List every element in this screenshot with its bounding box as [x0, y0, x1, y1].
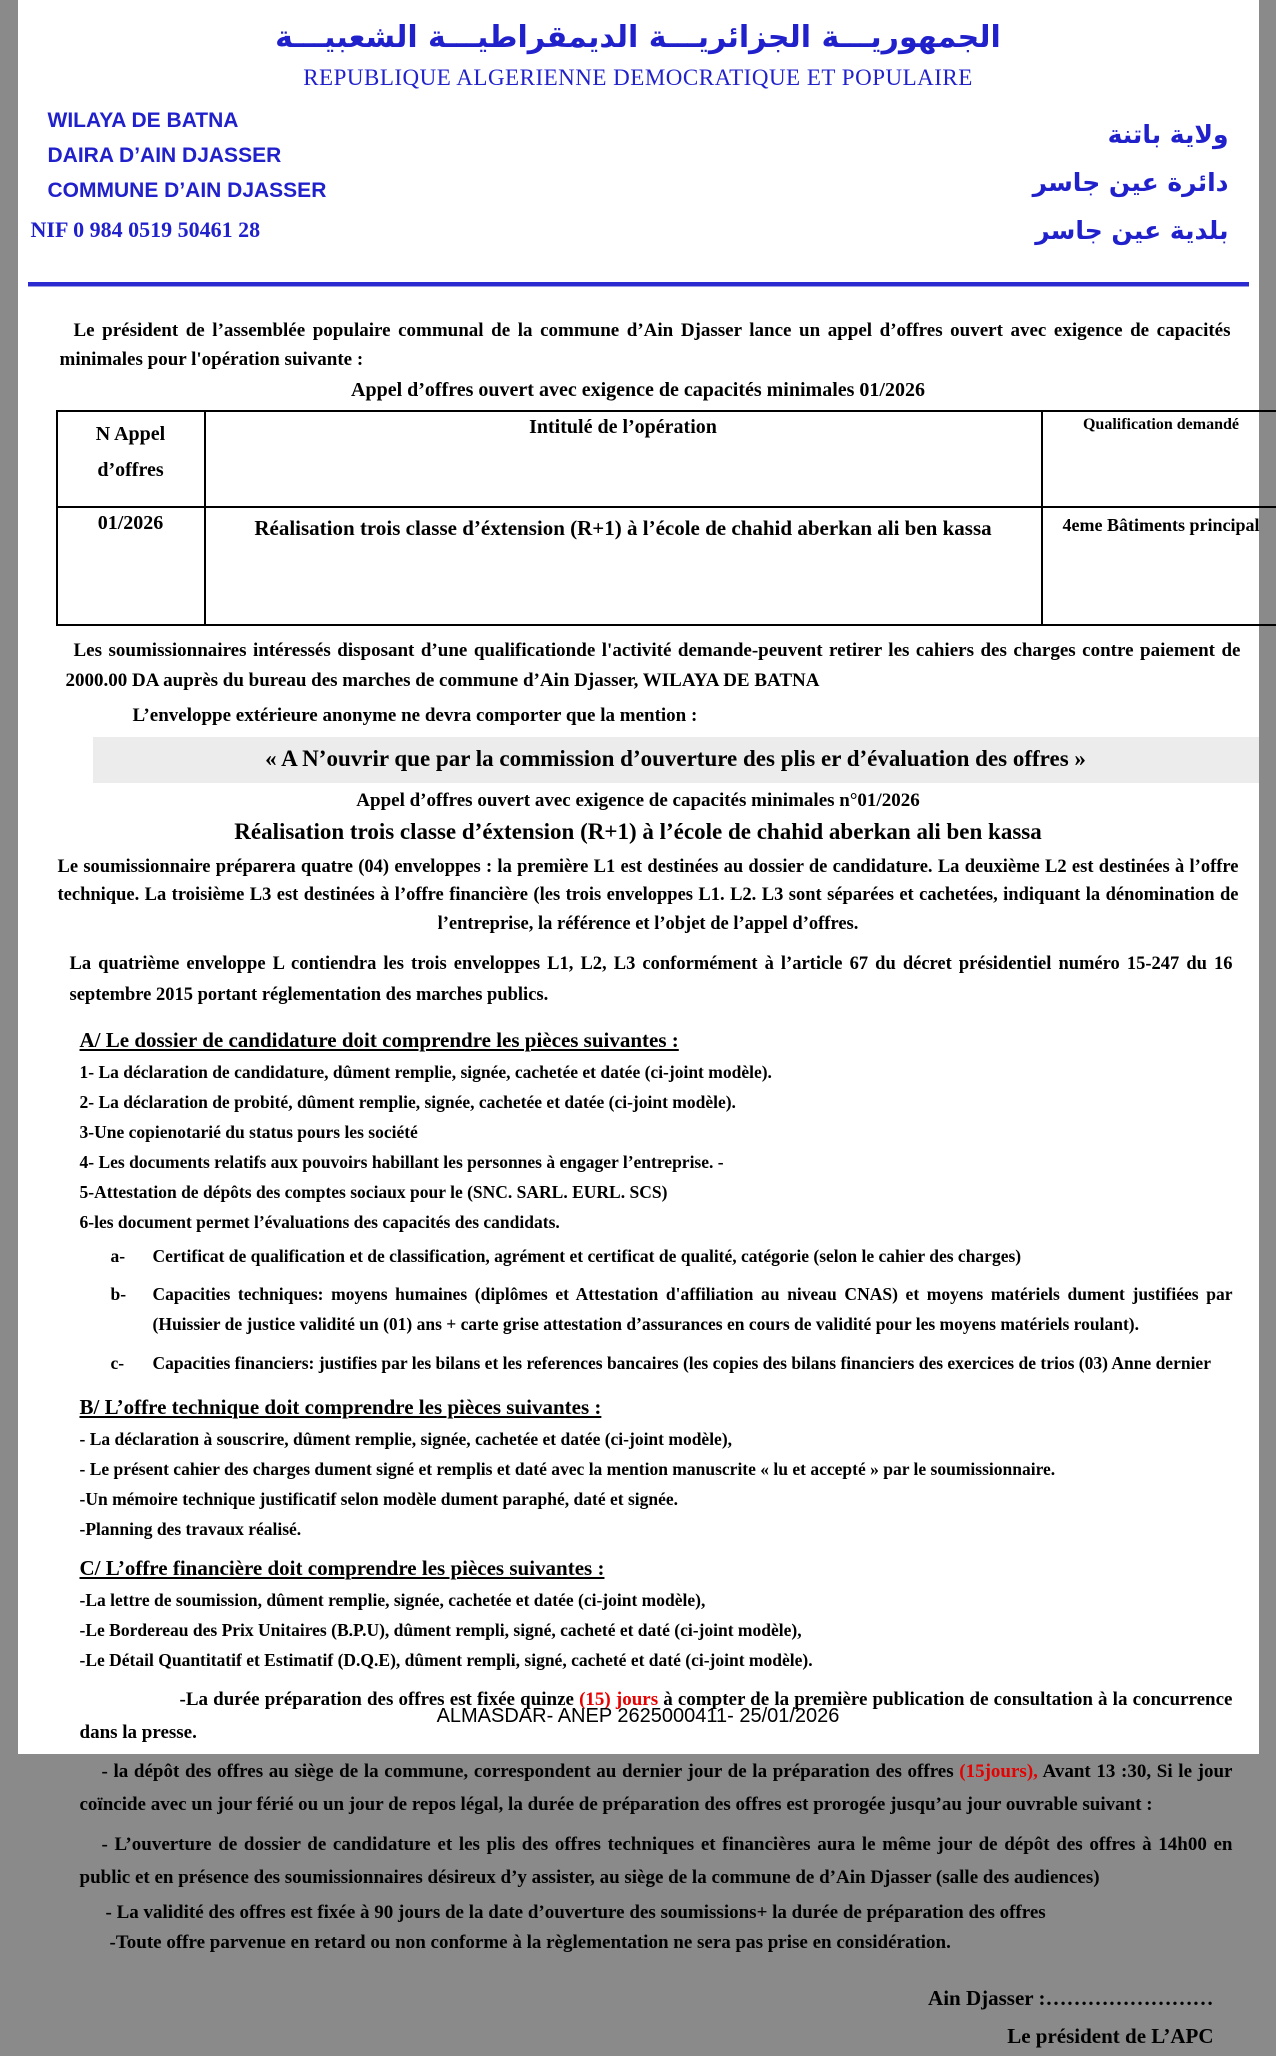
wilaya-arabic-line: ولاية باتنة: [1033, 111, 1229, 159]
wilaya-line: WILAYA DE BATNA: [48, 103, 327, 138]
subitem-text: Capacities techniques: moyens humaines (diplômes et Attestation d'affiliation au niveau CNAS) et moyens matériels dument justifiées par (Huissier de justice validité un (01) ans + carte grise attestation d’assurances en cours de validité pour les moyens matériels roulant).: [153, 1284, 1233, 1334]
notice-depot-pre: - la dépôt des offres au siège de la commune, correspondent au dernier jour de la préparation des offres: [102, 1761, 960, 1782]
notice-retard: -Toute offre parvenue en retard ou non conforme à la règlementation ne sera pas prise en considération.: [110, 1932, 1259, 1954]
subitem-label: b-: [111, 1280, 127, 1310]
section-c-item: -Le Bordereau des Prix Unitaires (B.P.U), dûment rempli, signé, cacheté et daté (ci-joint modèle),: [80, 1620, 1233, 1641]
header-columns: [18, 97, 1259, 272]
appel-offres-line: Appel d’offres ouvert avec exigence de capacités minimales n°01/2026: [18, 790, 1259, 812]
envelope-note: L’enveloppe extérieure anonyme ne devra comporter que la mention :: [133, 705, 1259, 727]
section-a-item: 4- Les documents relatifs aux pouvoirs habillant les personnes à engager l’entreprise. -: [80, 1152, 1233, 1173]
section-a-item: 6-les document permet l’évaluations des capacités des candidats.: [80, 1212, 1233, 1233]
intro-paragraph: Le président de l’assemblée populaire communal de la commune d’Ain Djasser lance un appel d’offres ouvert avec exigence de capacités minimales pour l'opération suivante :: [60, 316, 1231, 375]
signature-block: [18, 1980, 1259, 2056]
subitem-label: a-: [111, 1242, 126, 1272]
daira-line: DAIRA D’AIN DJASSER: [48, 138, 327, 173]
section-c-item: -La lettre de soumission, dûment remplie, signée, cachetée et datée (ci-joint modèle),: [80, 1590, 1233, 1611]
notice-duree-red: (15) jours: [579, 1689, 658, 1710]
col-header-operation: Intitulé de l’opération: [205, 411, 1042, 507]
french-republic-title: REPUBLIQUE ALGERIENNE DEMOCRATIQUE ET POPULAIRE: [18, 65, 1259, 91]
retrait-paragraph: Les soumissionnaires intéressés disposant d’une qualificationde l'activité demande-peuvent retirer les cahiers des charges contre paiement de 2000.00 DA auprès du bureau des marches de commune d’Ain Djasser, WILAYA DE BATNA: [66, 636, 1241, 697]
header-divider: [28, 282, 1249, 286]
document-page: [18, 0, 1259, 1754]
cell-qualification: 4eme Bâtiments principal: [1042, 507, 1276, 625]
section-b-item: -Un mémoire technique justificatif selon modèle dument paraphé, daté et signée.: [80, 1489, 1233, 1510]
commune-line: COMMUNE D’AIN DJASSER: [48, 173, 327, 208]
section-c-item: -Le Détail Quantitatif et Estimatif (D.Q.E), dûment rempli, signé, cacheté et daté (ci-joint modèle).: [80, 1650, 1233, 1671]
header-left-block: [48, 103, 327, 243]
notice-depot-post: Avant 13 :30, Si le jour coïncide avec un jour férié ou un jour de repos légal, la durée de préparation des offres est prorogée jusqu’au jour ouvrable suivant :: [80, 1761, 1233, 1815]
mention-banner: « A N’ouvrir que par la commission d’ouverture des plis er d’évaluation des offres »: [93, 737, 1259, 783]
table-header-row: [57, 411, 1276, 507]
section-a-item: 2- La déclaration de probité, dûment remplie, signée, cachetée et datée (ci-joint modèle).: [80, 1092, 1233, 1113]
section-a-subitem: [153, 1242, 1233, 1272]
col-header-qualification: Qualification demandé: [1042, 411, 1276, 507]
signature-place: Ain Djasser :……………………: [18, 1980, 1214, 2018]
subitem-text: Capacities financiers: justifies par les bilans et les references bancaires (les copies des bilans financiers des exercices de trios (03) Anne dernier: [153, 1353, 1211, 1373]
daira-arabic-line: دائرة عين جاسر: [1033, 159, 1229, 207]
signature-title: Le président de L’APC: [18, 2018, 1214, 2056]
section-a-heading: A/ Le dossier de candidature doit comprendre les pièces suivantes :: [80, 1028, 1259, 1053]
cell-offer-number: 01/2026: [57, 507, 205, 625]
cell-operation: Réalisation trois classe d’éxtension (R+1) à l’école de chahid aberkan ali ben kassa: [205, 507, 1042, 625]
subitem-label: c-: [111, 1349, 125, 1379]
nif-line: NIF 0 984 0519 50461 28: [31, 217, 327, 243]
notice-depot: [80, 1755, 1233, 1822]
arabic-republic-title: الجمهوريـــة الجزائريـــة الديمقراطيـــة الشعبيـــة: [18, 0, 1259, 55]
section-a-subitem: [153, 1349, 1233, 1379]
section-a-item: 5-Attestation de dépôts des comptes sociaux pour le (SNC. SARL. EURL. SCS): [80, 1182, 1233, 1203]
section-c-heading: C/ L’offre financière doit comprendre les pièces suivantes :: [80, 1556, 1259, 1581]
col-header-num: N Appel d’offres: [57, 411, 205, 507]
tender-title: Appel d’offres ouvert avec exigence de capacités minimales 01/2026: [18, 379, 1259, 402]
envelopes-paragraph: Le soumissionnaire préparera quatre (04) enveloppes : la première L1 est destinées au dossier de candidature. La deuxième L2 est destinées à l’offre technique. La troisième L3 est destinées à l’offre financière (les trois enveloppes L1. L2. L3 sont séparées et cachetées, indiquant la dénomination de l’entreprise, la référence et l’objet de l’appel d’offres.: [58, 853, 1239, 939]
operation-line: Réalisation trois classe d’éxtension (R+1) à l’école de chahid aberkan ali ben kassa: [18, 819, 1259, 845]
table-row: [57, 507, 1276, 625]
subitem-text: Certificat de qualification et de classification, agrément et certificat de qualité, catégorie (selon le cahier des charges): [153, 1246, 1022, 1266]
section-b-item: -Planning des travaux réalisé.: [80, 1519, 1233, 1540]
header-right-block: [1033, 111, 1229, 255]
section-a-item: 1- La déclaration de candidature, dûment remplie, signée, cachetée et datée (ci-joint modèle).: [80, 1062, 1233, 1083]
notice-duree-post: à compter de la première publication de consultation à la concurrence dans la presse.: [80, 1689, 1233, 1743]
notice-depot-red: (15jours),: [959, 1761, 1038, 1782]
section-b-item: - La déclaration à souscrire, dûment remplie, signée, cachetée et datée (ci-joint modèle),: [80, 1429, 1233, 1450]
notice-validite: - La validité des offres est fixée à 90 jours de la date d’ouverture des soumissions+ la durée de préparation des offres: [106, 1902, 1259, 1924]
section-b-item: - Le présent cahier des charges dument signé et remplis et daté avec la mention manuscrite « lu et accepté » par le soumissionnaire.: [80, 1459, 1233, 1480]
notice-ouverture: - L’ouverture de dossier de candidature et les plis des offres techniques et financières aura le même jour de dépôt des offres à 14h00 en public et en présence des soumissionnaires désireux d’y assister, au siège de la commune de d’Ain Djasser (salle des audiences): [80, 1828, 1233, 1895]
anep-footer: ALMASDAR- ANEP 2625000411- 25/01/2026: [18, 1705, 1259, 1728]
fourth-envelope-paragraph: La quatrième enveloppe L contiendra les trois enveloppes L1, L2, L3 conformément à l’article 67 du décret présidentiel numéro 15-247 du 16 septembre 2015 portant réglementation des marches publics.: [70, 949, 1233, 1012]
offers-table: [56, 410, 1276, 626]
section-a-item: 3-Une copienotarié du status pours les société: [80, 1122, 1233, 1143]
notice-duree-pre: -La durée préparation des offres est fixée quinze: [180, 1689, 580, 1710]
section-a-subitem: [153, 1280, 1233, 1340]
section-b-heading: B/ L’offre technique doit comprendre les pièces suivantes :: [80, 1395, 1259, 1420]
commune-arabic-line: بلدية عين جاسر: [1033, 207, 1229, 255]
